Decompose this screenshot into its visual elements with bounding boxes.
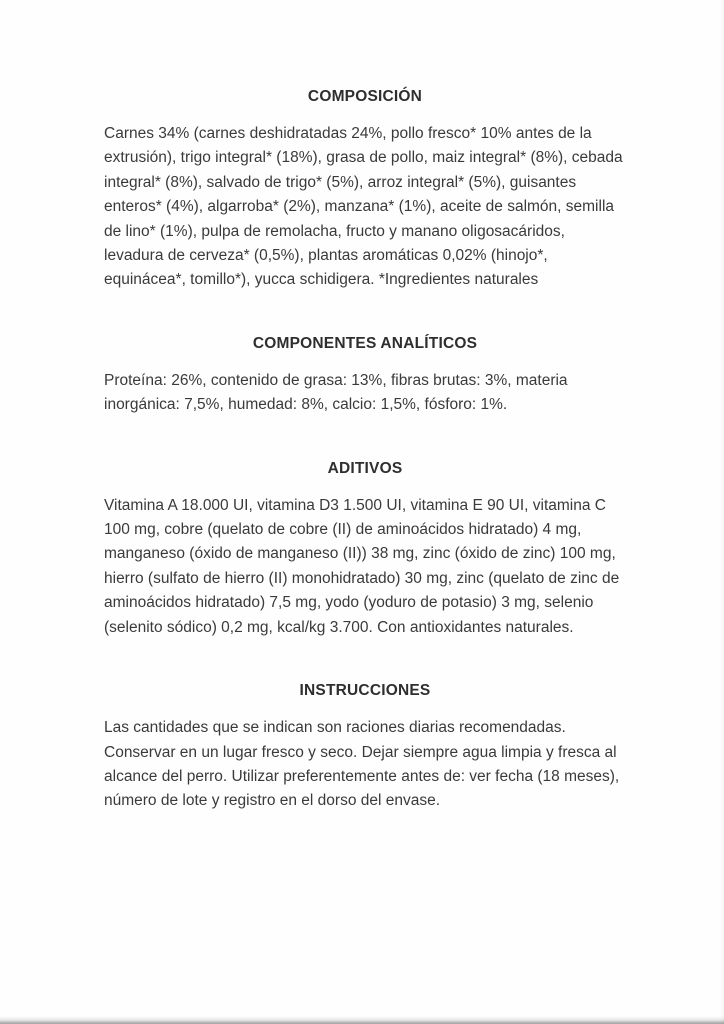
- scan-edge-right: [720, 0, 724, 1024]
- section-heading-instrucciones: INSTRUCCIONES: [299, 682, 431, 700]
- section-componentes-analiticos: [104, 335, 628, 418]
- section-heading-aditivos: ADITIVOS: [327, 459, 403, 477]
- section-body-composicion: Carnes 34% (carnes deshidratadas 24%, pollo fresco* 10% antes de la extrusión), trigo integral* (18%), grasa de pollo, maiz integral* (8%), cebada integral* (8%), salvado de trigo* (5%), arroz integral* (5%), guisantes enteros* (4%), algarroba* (2%), manzana* (1%), aceite de salmón, semilla de lino* (1%), pulpa de remolacha, fructo y manano oligosacáridos, levadura de cerveza* (0,5%), plantas aromáticas 0,02% (hinojo*, equinácea*, tomillo*), yucca schidigera. *Ingredientes naturales: [104, 125, 623, 289]
- section-body-componentes-analiticos: Proteína: 26%, contenido de grasa: 13%, fibras brutas: 3%, materia inorgánica: 7,5%, humedad: 8%, calcio: 1,5%, fósforo: 1%.: [104, 371, 568, 414]
- section-heading-componentes-analiticos: COMPONENTES ANALÍTICOS: [252, 334, 478, 352]
- scan-edge-bottom: [0, 1016, 724, 1024]
- section-composicion: [104, 88, 628, 293]
- section-aditivos: [104, 460, 628, 640]
- section-instrucciones: [104, 682, 628, 814]
- section-body-instrucciones: Las cantidades que se indican son raciones diarias recomendadas. Conservar en un lugar fresco y seco. Dejar siempre agua limpia y fresca al alcance del perro. Utilizar preferentemente antes de: ver fecha (18 meses), número de lote y registro en el dorso del envase.: [104, 719, 620, 810]
- section-heading-composicion: COMPOSICIÓN: [307, 88, 423, 105]
- section-body-aditivos: Vitamina A 18.000 UI, vitamina D3 1.500 UI, vitamina E 90 UI, vitamina C 100 mg, cobre (quelato de cobre (II) de aminoácidos hidratado) 4 mg, manganeso (óxido de manganeso (II)) 38 mg, zinc (óxido de zinc) 100 mg, hierro (sulfato de hierro (II) monohidratado) 30 mg, zinc (quelato de zinc de aminoácidos hidratado) 7,5 mg, yodo (yoduro de potasio) 3 mg, selenio (selenito sódico) 0,2 mg, kcal/kg 3.700. Con antioxidantes naturales.: [104, 496, 620, 636]
